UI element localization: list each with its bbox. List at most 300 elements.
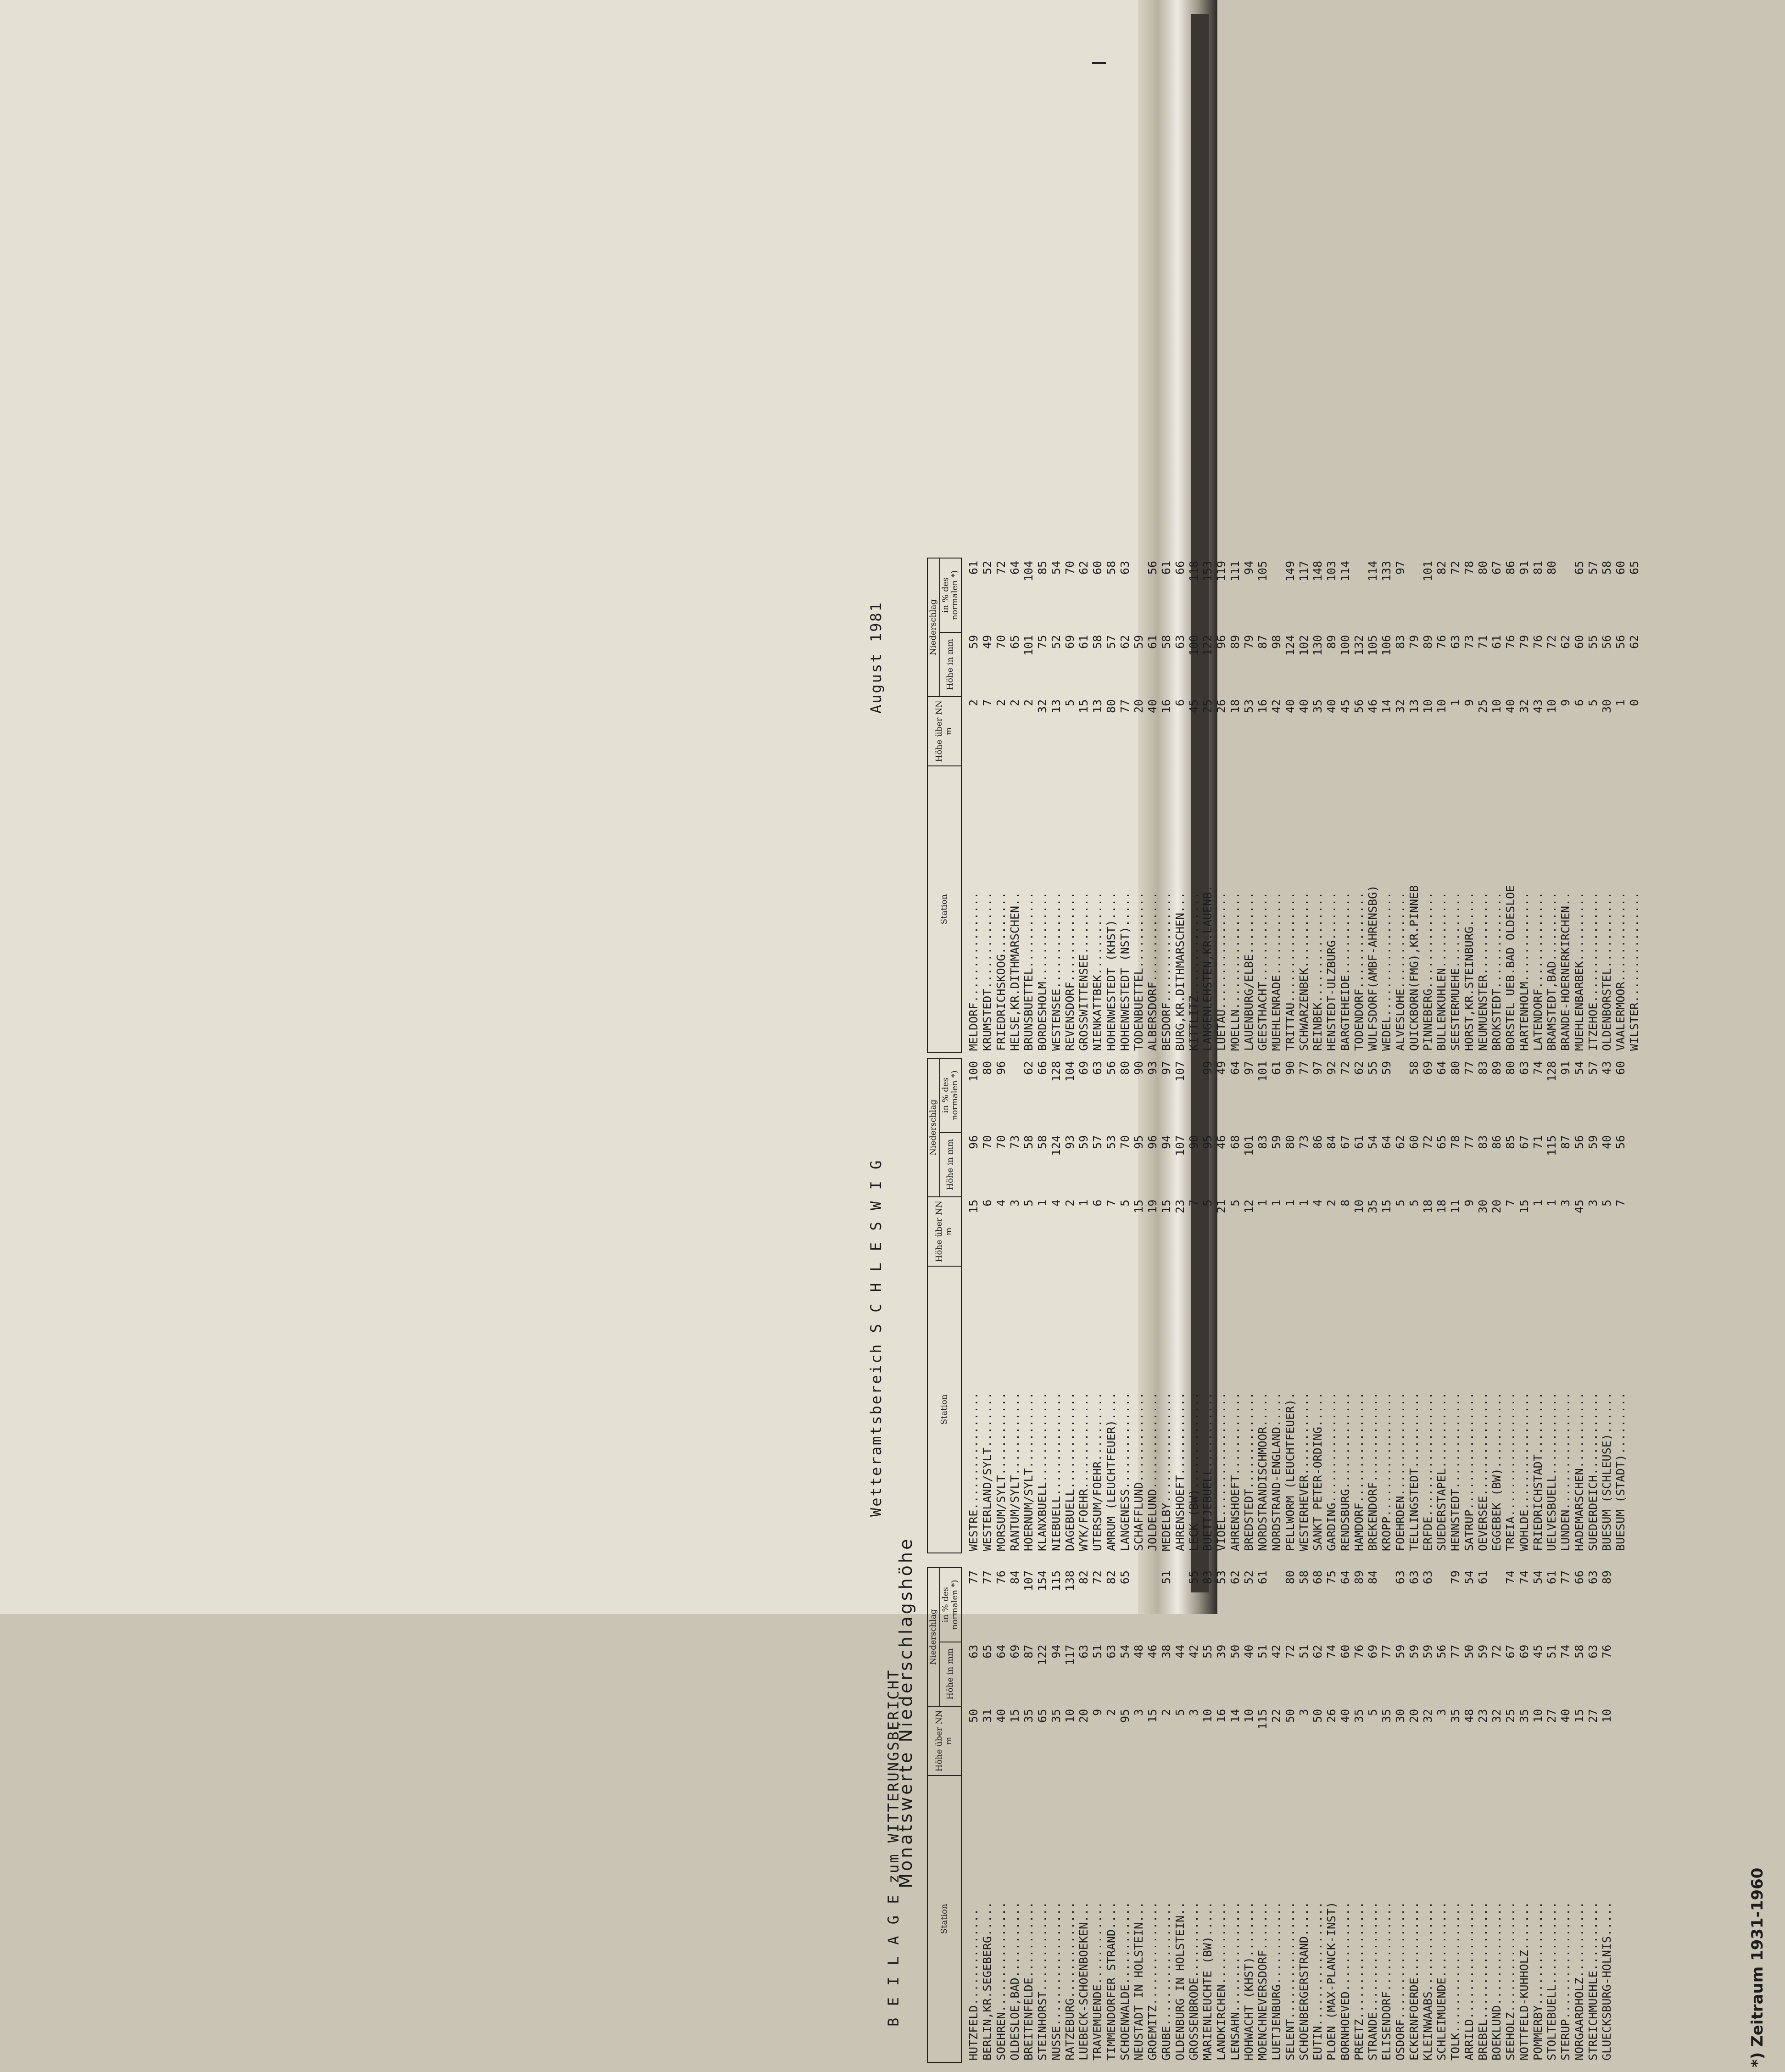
table-row: [1503, 558, 1517, 1053]
table-row: [1104, 558, 1118, 1053]
precip-mm-value: 87: [1021, 1644, 1035, 1659]
elevation-value: 48: [1462, 1709, 1476, 1723]
elevation-value: 18: [1434, 1199, 1448, 1213]
table-row: [1393, 558, 1407, 1053]
header-height-mm: Höhe in mm: [940, 1642, 961, 1706]
precip-percent-value: 70: [1063, 561, 1077, 575]
table-row: [1352, 558, 1366, 1053]
precip-mm-value: 117: [1063, 1644, 1077, 1665]
precip-percent-value: [1132, 1568, 1145, 1642]
table-row: [1077, 558, 1090, 1053]
precip-mm-value: 56: [1613, 635, 1627, 649]
elevation-value: 9: [1090, 1709, 1104, 1716]
table-row: [994, 558, 1008, 1053]
table-row: [1187, 558, 1200, 1053]
table-row: [1338, 1058, 1352, 1553]
precip-mm-value: 93: [1063, 1135, 1077, 1149]
precip-percent-value: 154: [1035, 1570, 1049, 1592]
table-row: [1324, 558, 1338, 1053]
precip-percent-value: 118: [1187, 561, 1200, 582]
precip-mm-value: 60: [1407, 1135, 1421, 1149]
precip-percent-value: 63: [1517, 1061, 1531, 1075]
elevation-value: 23: [1476, 1709, 1489, 1723]
elevation-value: 19: [1145, 1199, 1159, 1213]
station-name: BREKENDORF.............: [1366, 1392, 1379, 1551]
precip-mm-value: 90: [1187, 1135, 1200, 1149]
precip-percent-value: 49: [1214, 1061, 1228, 1075]
precip-mm-value: 63: [1104, 1644, 1118, 1659]
station-name: HENSTEDT-ULZBURG.......: [1324, 892, 1338, 1051]
station-name: FRIEDRICHSTADT.........: [1531, 1392, 1545, 1551]
precip-mm-value: 73: [1462, 635, 1476, 649]
elevation-value: 27: [1586, 1709, 1600, 1723]
precip-mm-value: 96: [966, 1135, 980, 1149]
elevation-value: 5: [1600, 1199, 1613, 1206]
table-row: [1545, 1058, 1558, 1553]
station-name: BUETTJEBUELL...........: [1200, 1392, 1214, 1551]
precip-percent-value: [1008, 1058, 1021, 1133]
elevation-value: 10: [1242, 1709, 1255, 1723]
precip-mm-value: 60: [1338, 1644, 1352, 1659]
elevation-value: 40: [1338, 1709, 1352, 1723]
elevation-value: 1: [1448, 699, 1462, 706]
table-row: [1379, 1568, 1393, 2062]
elevation-value: 7: [1613, 1199, 1627, 1206]
precip-percent-value: 55: [1187, 1570, 1200, 1585]
station-name: BRUNSBUETTEL...........: [1021, 892, 1035, 1051]
precip-percent-value: 100: [966, 1061, 980, 1082]
precip-mm-value: 61: [1077, 635, 1090, 649]
precip-percent-value: 99: [1200, 1061, 1214, 1075]
station-name: WESTENSEE..............: [1049, 892, 1063, 1051]
precip-mm-value: 100: [1338, 635, 1352, 656]
table-row: [1489, 1058, 1503, 1553]
precip-percent-value: 66: [1173, 561, 1187, 575]
precip-percent-value: 64: [1338, 1570, 1352, 1585]
precip-percent-value: 97: [1393, 561, 1407, 575]
table-row: [961, 558, 980, 1053]
elevation-value: 6: [1090, 1199, 1104, 1206]
table-row: [1118, 1058, 1132, 1553]
station-table-1: [927, 1567, 1613, 2063]
header-precipitation: Niederschlag: [927, 1058, 940, 1197]
precip-percent-value: 69: [1077, 1061, 1090, 1075]
precip-mm-value: 122: [1200, 635, 1214, 656]
table-row: [1283, 1568, 1297, 2062]
precip-percent-value: 85: [1035, 561, 1049, 575]
station-name: REVENSDORF.............: [1063, 892, 1077, 1051]
elevation-value: 7: [980, 699, 994, 706]
precip-mm-value: 56: [1600, 635, 1613, 649]
table-row: [1118, 1568, 1132, 2062]
elevation-value: 3: [1008, 1199, 1021, 1206]
elevation-value: 115: [1255, 1709, 1269, 1730]
elevation-value: 50: [1311, 1709, 1324, 1723]
station-name: PELLWORM (LEUCHTFEUER).: [1283, 1392, 1297, 1551]
station-name: HOHENWESTEDT (KHST)....: [1104, 892, 1118, 1051]
precip-mm-value: 57: [1104, 635, 1118, 649]
elevation-value: 95: [1118, 1709, 1132, 1723]
station-name: LECK (BW)..............: [1187, 1392, 1200, 1551]
table-row: [1159, 1568, 1173, 2062]
precip-percent-value: 104: [1063, 1061, 1077, 1082]
precip-mm-value: 63: [1077, 1644, 1090, 1659]
header-right: August 1981: [867, 601, 885, 714]
table-row: [1517, 1568, 1531, 2062]
station-name: NEUMUENSTER............: [1476, 892, 1489, 1051]
margin-mark: [1092, 62, 1106, 64]
header-precipitation: Niederschlag: [927, 558, 940, 697]
elevation-value: 2: [966, 699, 980, 706]
header-percent-normal: in % des normalen *): [940, 1568, 961, 1642]
station-name: LUEBECK-SCHOENBOEKEN...: [1077, 1901, 1090, 2061]
elevation-value: 27: [1545, 1709, 1558, 1723]
table-row: [1572, 558, 1586, 1053]
table-row: [1338, 558, 1352, 1053]
precip-mm-value: 61: [1145, 635, 1159, 649]
precip-percent-value: [1173, 1568, 1187, 1642]
table-row: [1297, 1568, 1311, 2062]
station-name: SCHWARZENBEK...........: [1297, 892, 1311, 1051]
precip-mm-value: 70: [994, 635, 1008, 649]
precip-percent-value: 61: [1159, 561, 1173, 575]
table-row: [1531, 558, 1545, 1053]
station-name: WESTRE.................: [966, 1392, 980, 1551]
precip-percent-value: 74: [1517, 1570, 1531, 1585]
precip-percent-value: 91: [1517, 561, 1531, 575]
precip-percent-value: 66: [1035, 1061, 1049, 1075]
station-name: SUEDERSTAPEL...........: [1434, 1392, 1448, 1551]
table-row: [1462, 1568, 1476, 2062]
precip-mm-value: 79: [1407, 635, 1421, 649]
precip-percent-value: [1379, 1568, 1393, 1642]
precip-percent-value: 90: [1132, 1061, 1145, 1075]
table-row: [1586, 558, 1600, 1053]
table-row: [1531, 1568, 1545, 2062]
elevation-value: 32: [1517, 699, 1531, 713]
header-left: B E I L A G E zum WITTERUNGSBERICHT: [885, 1669, 902, 2027]
table-row: [1269, 1568, 1283, 2062]
table-row: [1627, 558, 1641, 1053]
station-name: SANKT PETER-ORDING.....: [1311, 1392, 1324, 1551]
precip-mm-value: 122: [1035, 1644, 1049, 1665]
precip-percent-value: 69: [1421, 1061, 1434, 1075]
table-row: [1159, 558, 1173, 1053]
elevation-value: 25: [1200, 699, 1214, 713]
elevation-value: 35: [1379, 1709, 1393, 1723]
table-row: [1379, 558, 1393, 1053]
table-row: [1586, 1568, 1600, 2062]
table-row: [1503, 1058, 1517, 1553]
precip-mm-value: 58: [1021, 1135, 1035, 1149]
precip-mm-value: 65: [1434, 1135, 1448, 1149]
elevation-value: 13: [1407, 699, 1421, 713]
precip-percent-value: 60: [1090, 561, 1104, 575]
table-row: [1421, 1568, 1434, 2062]
precip-mm-value: 53: [1104, 1135, 1118, 1149]
precip-mm-value: 48: [1132, 1644, 1145, 1659]
precip-mm-value: 89: [1228, 635, 1242, 649]
precip-mm-value: 69: [1517, 1644, 1531, 1659]
precip-mm-value: 50: [1228, 1644, 1242, 1659]
precip-percent-value: 54: [1572, 1061, 1586, 1075]
precip-percent-value: 63: [1421, 1570, 1434, 1585]
precip-percent-value: 74: [1503, 1570, 1517, 1585]
table-row: [1462, 558, 1476, 1053]
elevation-value: 20: [1407, 1709, 1421, 1723]
table-row: [1200, 1058, 1214, 1553]
elevation-value: 10: [1352, 1199, 1366, 1213]
station-name: BARGTEHEIDE............: [1338, 892, 1352, 1051]
elevation-value: 5: [1021, 1199, 1035, 1206]
table-row: [1545, 1568, 1558, 2062]
station-name: HELSE,KR.DITHMARSCHEN..: [1008, 892, 1021, 1051]
elevation-value: 15: [1159, 1199, 1173, 1213]
precip-percent-value: 52: [1242, 1570, 1255, 1585]
precip-percent-value: 72: [1338, 1061, 1352, 1075]
precip-percent-value: 52: [980, 561, 994, 575]
elevation-value: 31: [980, 1709, 994, 1723]
precip-mm-value: 58: [1090, 635, 1104, 649]
elevation-value: 46: [1366, 699, 1379, 713]
table-row: [1242, 1568, 1255, 2062]
precip-mm-value: 101: [1021, 635, 1035, 656]
precip-mm-value: 44: [1173, 1644, 1187, 1659]
header-precipitation: Niederschlag: [927, 1568, 940, 1706]
table-row: [1531, 1058, 1545, 1553]
precip-percent-value: 61: [1476, 1570, 1489, 1585]
precip-percent-value: 76: [994, 1570, 1008, 1585]
table-row: [1145, 1058, 1159, 1553]
precip-mm-value: 89: [1324, 635, 1338, 649]
table-row: [1297, 1058, 1311, 1553]
precip-percent-value: 92: [1324, 1061, 1338, 1075]
station-name: SUEDERDEICH............: [1586, 1392, 1600, 1551]
station-name: LUETAU.................: [1214, 892, 1228, 1051]
elevation-value: 25: [1503, 1709, 1517, 1723]
precip-percent-value: 54: [1462, 1570, 1476, 1585]
elevation-value: 1: [1545, 1199, 1558, 1206]
table-row: [1269, 1058, 1283, 1553]
elevation-value: 56: [1352, 699, 1366, 713]
station-name: TODENBUETTEL...........: [1132, 892, 1145, 1051]
precip-percent-value: 77: [1297, 1061, 1311, 1075]
precip-percent-value: 63: [1407, 1570, 1421, 1585]
table-row: [1049, 1058, 1063, 1553]
precip-percent-value: 101: [1255, 1061, 1269, 1082]
table-row: [1558, 1058, 1572, 1553]
precip-percent-value: 57: [1586, 1061, 1600, 1075]
header-station: Station: [927, 1266, 961, 1553]
elevation-value: 9: [1462, 1199, 1476, 1206]
table-row: [1049, 1568, 1063, 2062]
precip-mm-value: 94: [1159, 1135, 1173, 1149]
table-row: [1324, 1058, 1338, 1553]
station-name: WOHLDE.................: [1517, 1392, 1531, 1551]
station-name: RATZEBURG..............: [1063, 1901, 1077, 2061]
precip-mm-value: 59: [1407, 1644, 1421, 1659]
precip-percent-value: 90: [1283, 1061, 1297, 1075]
precip-percent-value: 72: [1448, 561, 1462, 575]
elevation-value: 13: [1090, 699, 1104, 713]
precip-percent-value: 80: [1118, 1061, 1132, 1075]
precip-mm-value: 67: [1338, 1135, 1352, 1149]
station-name: WESTERHEVER............: [1297, 1392, 1311, 1551]
elevation-value: 1: [1255, 1199, 1269, 1206]
elevation-value: 43: [1531, 699, 1545, 713]
table-row: [1214, 1058, 1228, 1553]
elevation-value: 15: [1077, 699, 1090, 713]
table-row: [1600, 558, 1613, 1053]
precip-mm-value: 46: [1145, 1644, 1159, 1659]
precip-percent-value: 79: [1448, 1570, 1462, 1585]
precip-mm-value: 76: [1531, 635, 1545, 649]
precip-percent-value: 63: [1118, 561, 1132, 575]
header-percent-normal: in % des normalen *): [940, 558, 961, 632]
station-name: BORDESHOLM.............: [1035, 892, 1049, 1051]
precip-mm-value: 42: [1187, 1644, 1200, 1659]
station-name: HAMDORF................: [1352, 1392, 1366, 1551]
precip-mm-value: 80: [1283, 1135, 1297, 1149]
station-name: GROSSENBRODE...........: [1187, 1901, 1200, 2061]
table-row: [1035, 1568, 1049, 2062]
precip-mm-value: 70: [980, 1135, 994, 1149]
precip-percent-value: 65: [1572, 561, 1586, 575]
precip-mm-value: 95: [1200, 1135, 1214, 1149]
elevation-value: 40: [1324, 699, 1338, 713]
precip-mm-value: 62: [1118, 635, 1132, 649]
elevation-value: 35: [1352, 1709, 1366, 1723]
precip-percent-value: 101: [1421, 561, 1434, 582]
station-name: UELVESBUELL............: [1545, 1392, 1558, 1551]
header-percent-normal: in % des normalen *): [940, 1058, 961, 1133]
precip-percent-value: 63: [1393, 1570, 1407, 1585]
precip-mm-value: 70: [1118, 1135, 1132, 1149]
station-name: BERLIN,KR.SEGEBERG.....: [980, 1901, 994, 2061]
header-station: Station: [927, 1776, 961, 2062]
elevation-value: 50: [966, 1709, 980, 1723]
elevation-value: 10: [1421, 699, 1434, 713]
elevation-value: 3: [1187, 1709, 1200, 1716]
station-name: HADEMARSCHEN...........: [1572, 1392, 1586, 1551]
station-name: BREDSTEDT..............: [1242, 1392, 1255, 1551]
elevation-value: 45: [1187, 699, 1200, 713]
precip-percent-value: 63: [1090, 1061, 1104, 1075]
station-name: STREICHMUEHLE..........: [1586, 1901, 1600, 2061]
elevation-value: 2: [1021, 699, 1035, 706]
precip-mm-value: 40: [1242, 1644, 1255, 1659]
precip-percent-value: 107: [1173, 1061, 1187, 1082]
table-row: [1407, 1058, 1421, 1553]
precip-percent-value: 61: [966, 561, 980, 575]
page-subtitle: Monatswerte Niederschlagshöhe: [896, 1536, 916, 1888]
elevation-value: 42: [1269, 699, 1283, 713]
station-name: STRANDE................: [1366, 1901, 1379, 2061]
precip-mm-value: 51: [1297, 1644, 1311, 1659]
table-row: [1035, 1058, 1049, 1553]
table-row: [1613, 558, 1627, 1053]
table-row: [1242, 1058, 1255, 1553]
table-row: [1063, 558, 1077, 1053]
header-center: Wetteramtsbereich S C H L E S W I G: [867, 1159, 885, 1517]
station-name: TODENDORF..............: [1352, 892, 1366, 1051]
station-name: BORNHOEVED.............: [1338, 1901, 1352, 2061]
precip-percent-value: 59: [1379, 1061, 1393, 1075]
station-name: RANTUM/SYLT............: [1008, 1392, 1021, 1551]
station-name: SATRUP.................: [1462, 1392, 1476, 1551]
precip-percent-value: 65: [1627, 561, 1641, 575]
station-name: GRUBE..................: [1159, 1901, 1173, 2061]
table-row: [1118, 558, 1132, 1053]
station-name: WESTERLAND/SYLT........: [980, 1392, 994, 1551]
station-name: NUSSE..................: [1049, 1901, 1063, 2061]
precip-percent-value: 148: [1311, 561, 1324, 582]
station-name: AHRENSHOEFT............: [1173, 1392, 1187, 1551]
station-name: AHRENSHOEFT............: [1228, 1392, 1242, 1551]
precip-mm-value: 59: [1421, 1644, 1434, 1659]
station-name: BREBEL.................: [1476, 1901, 1489, 2061]
table-row: [1090, 1568, 1104, 2062]
station-name: BRAMSTEDT,BAD..........: [1545, 892, 1558, 1051]
table-row: [1132, 1058, 1145, 1553]
elevation-value: 9: [1558, 699, 1572, 706]
precip-mm-value: 72: [1421, 1135, 1434, 1149]
precip-percent-value: 86: [1503, 561, 1517, 575]
table-row: [1434, 1568, 1448, 2062]
elevation-value: 21: [1214, 1199, 1228, 1213]
station-name: BOEKLUND...............: [1489, 1901, 1503, 2061]
elevation-value: 32: [1421, 1709, 1434, 1723]
station-name: OLDENBURG IN HOLSTEIN..: [1173, 1901, 1187, 2061]
precip-percent-value: 61: [1255, 1570, 1269, 1585]
elevation-value: 16: [1214, 1709, 1228, 1723]
station-name: NORGAARDHOLZ...........: [1572, 1901, 1586, 2061]
table-row: [1173, 1568, 1187, 2062]
precip-percent-value: 105: [1255, 561, 1269, 582]
station-name: PREETZ.................: [1352, 1901, 1366, 2061]
station-name: LANGENLEHSTEN,KR.LAUENB.: [1200, 885, 1214, 1051]
precip-mm-value: 56: [1434, 1644, 1448, 1659]
precip-mm-value: 46: [1214, 1135, 1228, 1149]
precip-mm-value: 70: [994, 1135, 1008, 1149]
precip-mm-value: 59: [1269, 1135, 1283, 1149]
precip-percent-value: 60: [1613, 1061, 1627, 1075]
precip-percent-value: 97: [1159, 1061, 1173, 1075]
station-name: GROEMITZ...............: [1145, 1901, 1159, 2061]
table-row: [1572, 1568, 1586, 2062]
precip-mm-value: 62: [1627, 635, 1641, 649]
precip-mm-value: 74: [1324, 1644, 1338, 1659]
table-row: [1448, 1058, 1462, 1553]
elevation-value: 1: [1283, 1199, 1297, 1206]
precip-percent-value: 77: [980, 1570, 994, 1585]
table-row: [1545, 558, 1558, 1053]
station-name: LUETJENBURG............: [1269, 1901, 1283, 2061]
elevation-value: 16: [1159, 699, 1173, 713]
precip-mm-value: 49: [980, 635, 994, 649]
station-name: NEUSTADT IN HOLSTEIN...: [1132, 1901, 1145, 2061]
station-name: KRUMSTEDT..............: [980, 892, 994, 1051]
table-row: [1379, 1058, 1393, 1553]
station-name: WILSTER................: [1627, 892, 1641, 1051]
elevation-value: 35: [1366, 1199, 1379, 1213]
elevation-value: 4: [1311, 1199, 1324, 1206]
elevation-value: 32: [1035, 699, 1049, 713]
table-row: [1242, 558, 1255, 1053]
precip-mm-value: 61: [1489, 635, 1503, 649]
table-row: [1077, 1058, 1090, 1553]
elevation-value: 1: [1035, 1199, 1049, 1206]
